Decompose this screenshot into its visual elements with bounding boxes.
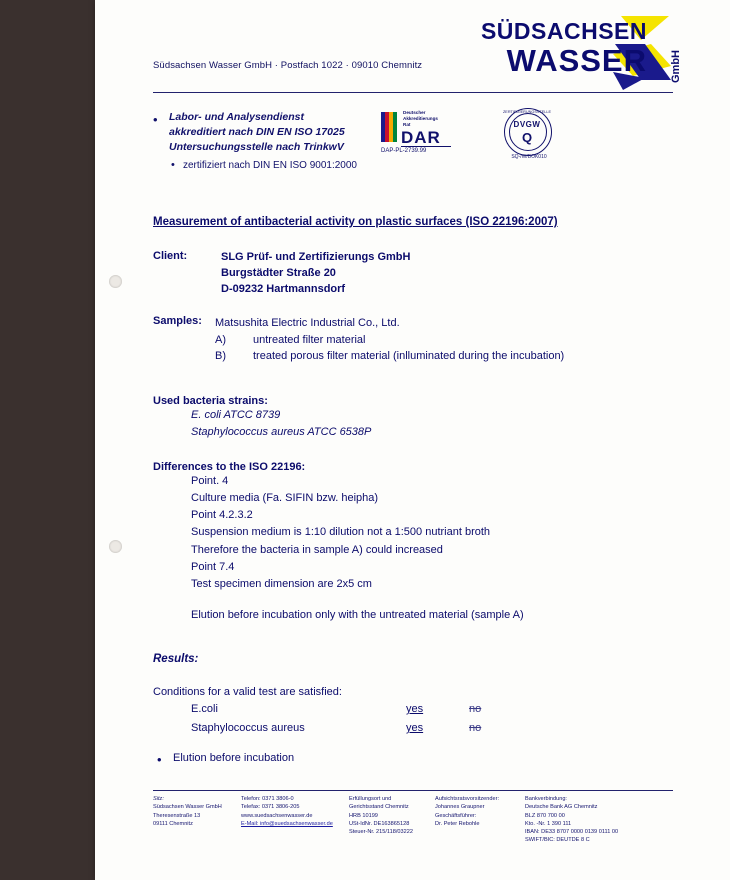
dar-header-text: Deutscher Akkreditierungs Rat bbox=[403, 110, 438, 128]
company-logo bbox=[373, 14, 682, 92]
samples-label: Samples: bbox=[153, 315, 202, 327]
elution-bullet-item bbox=[157, 752, 295, 767]
footer-column-bank bbox=[525, 795, 675, 845]
logo-line-2: WASSER bbox=[506, 43, 647, 78]
header-divider bbox=[153, 92, 673, 93]
dvgw-q-mark: Q bbox=[521, 130, 533, 145]
conditions-table bbox=[191, 703, 611, 741]
sample-letter-b: B) bbox=[215, 350, 226, 363]
dar-wordmark: DAR bbox=[401, 128, 441, 147]
differences-note: Elution before incubation only with the untreated material (sample A) bbox=[191, 609, 524, 622]
sample-text-b: treated porous filter material (inlluminated during the incubation) bbox=[253, 350, 565, 363]
footer-line: Erfüllungsort und bbox=[349, 796, 392, 802]
accreditation-line-2: akkreditiert nach DIN EN ISO 17025 bbox=[169, 126, 345, 139]
dvgw-seal-logo bbox=[498, 106, 560, 164]
difference-item: Therefore the bacteria in sample A) could increased bbox=[191, 543, 443, 556]
company-address-line: Südsachsen Wasser GmbH · Postfach 1022 · 09010 Chemnitz bbox=[153, 60, 423, 71]
differences-label: Differences to the ISO 22196: bbox=[153, 461, 306, 473]
dvgw-code: SQ-/W/BOK010 bbox=[511, 154, 547, 160]
difference-item: Point 4.2.3.2 bbox=[191, 509, 253, 522]
footer-line: Aufsichtsratsvorsitzender: bbox=[435, 796, 500, 802]
footer-email-line[interactable]: E-Mail: info@suedsachsenwasser.de bbox=[241, 820, 333, 827]
footer-line: Dr. Peter Rebohle bbox=[435, 820, 480, 827]
dar-color-bars-icon bbox=[381, 112, 397, 142]
difference-item: Point 7.4 bbox=[191, 560, 235, 573]
footer-line: Gerichtsstand Chemnitz bbox=[349, 804, 409, 811]
bullet-icon: • bbox=[171, 158, 175, 171]
footer-line: USt-IdNr. DE163865128 bbox=[349, 820, 410, 827]
footer-column-management bbox=[435, 795, 525, 828]
footer-line: www.suedsachsenwasser.de bbox=[241, 812, 313, 819]
footer-line: Johannes Graupner bbox=[435, 804, 485, 811]
conditions-label: Conditions for a valid test are satisfied: bbox=[153, 686, 342, 698]
footer-line: Steuer-Nr. 215/118/03222 bbox=[349, 829, 413, 836]
footer-line: Kto. -Nr. 1 390 111 bbox=[525, 820, 572, 827]
condition-name: E.coli bbox=[191, 703, 218, 715]
footer-line: Sitz: bbox=[153, 796, 164, 802]
samples-company: Matsushita Electric Industrial Co., Ltd. bbox=[215, 317, 400, 329]
condition-name: Staphylococcus aureus bbox=[191, 722, 305, 734]
differences-section bbox=[153, 461, 673, 624]
difference-item: Point. 4 bbox=[191, 475, 229, 487]
condition-no: no bbox=[469, 722, 482, 734]
condition-yes: yes bbox=[406, 703, 424, 715]
footer-line: Telefon: 0371 3806-0 bbox=[241, 796, 294, 802]
dvgw-wordmark: DVGW bbox=[513, 120, 541, 129]
document-page bbox=[95, 0, 730, 880]
difference-item: Suspension medium is 1:10 dilution not a 1:500 nutriant broth bbox=[191, 526, 491, 539]
footer-line: SWIFT/BIC: DEUTDE 8 C bbox=[525, 837, 590, 844]
punch-hole-icon bbox=[109, 540, 122, 553]
certification-text: zertifiziert nach DIN EN ISO 9001:2000 bbox=[183, 159, 357, 171]
dvgw-arc-text: ZERTIFIZIERUNGSSTELLE bbox=[502, 110, 552, 114]
footer-line: Geschäftsführer: bbox=[435, 812, 477, 819]
table-row bbox=[191, 703, 611, 722]
footer-column-contact bbox=[241, 795, 346, 828]
document-content bbox=[153, 0, 682, 880]
difference-item: Culture media (Fa. SIFIN bzw. heipha) bbox=[191, 492, 379, 505]
condition-yes: yes bbox=[406, 722, 424, 734]
sample-letter-a: A) bbox=[215, 333, 226, 346]
results-heading: Results: bbox=[153, 653, 199, 665]
table-row bbox=[191, 722, 611, 741]
condition-no: no bbox=[469, 703, 482, 715]
bacteria-strains-section bbox=[153, 395, 673, 441]
samples-list bbox=[215, 315, 564, 365]
difference-item: Test specimen dimension are 2x5 cm bbox=[191, 577, 372, 590]
strain-item: Staphylococcus aureus ATCC 6538P bbox=[191, 426, 372, 439]
footer-line: IBAN: DE33 8707 0000 0139 0111 00 bbox=[525, 829, 619, 836]
client-line-2: D-09232 Hartmannsdorf bbox=[221, 282, 346, 295]
footer-line: 09111 Chemnitz bbox=[153, 820, 193, 827]
logo-gmbh-suffix: GmbH bbox=[670, 50, 682, 83]
dar-accreditation-logo bbox=[381, 108, 471, 164]
sample-row bbox=[215, 332, 564, 349]
accreditation-line-3: Untersuchungsstelle nach TrinkwV bbox=[169, 141, 344, 154]
footer-line: Bankverbindung: bbox=[525, 796, 567, 802]
client-label: Client: bbox=[153, 250, 188, 262]
sample-row bbox=[215, 348, 564, 365]
client-line-0: SLG Prüf- und Zertifizierungs GmbH bbox=[221, 251, 411, 263]
client-line-1: Burgstädter Straße 20 bbox=[221, 266, 336, 279]
footer-column-address bbox=[153, 795, 241, 828]
client-address bbox=[221, 250, 410, 298]
elution-text: Elution before incubation bbox=[173, 752, 295, 764]
footer-line: HRB 10199 bbox=[349, 812, 378, 819]
footer-line: BLZ 870 700 00 bbox=[525, 812, 565, 819]
logo-wordmark bbox=[481, 20, 647, 76]
footer-divider bbox=[153, 790, 673, 791]
footer-line: Theresenstraße 13 bbox=[153, 812, 201, 819]
logo-line-1: SÜDSACHSEN bbox=[480, 18, 647, 44]
strains-label: Used bacteria strains: bbox=[153, 395, 268, 407]
sample-text-a: untreated filter material bbox=[253, 333, 366, 346]
page-title: Measurement of antibacterial activity on plastic surfaces (ISO 22196:2007) bbox=[153, 216, 558, 228]
dar-code: DAP-PL-2739.99 bbox=[381, 148, 427, 154]
strain-item: E. coli ATCC 8739 bbox=[191, 409, 281, 421]
dar-underline bbox=[401, 146, 451, 147]
bullet-icon: • bbox=[157, 752, 162, 767]
accreditation-line-1: Labor- und Analysendienst bbox=[169, 111, 304, 123]
footer-line: Telefax: 0371 3806-205 bbox=[241, 804, 300, 811]
footer-column-legal bbox=[349, 795, 435, 836]
footer-line: Südsachsen Wasser GmbH bbox=[153, 804, 222, 811]
footer-line: Deutsche Bank AG Chemnitz bbox=[525, 804, 598, 811]
bullet-icon: • bbox=[153, 112, 158, 127]
punch-hole-icon bbox=[109, 275, 122, 288]
